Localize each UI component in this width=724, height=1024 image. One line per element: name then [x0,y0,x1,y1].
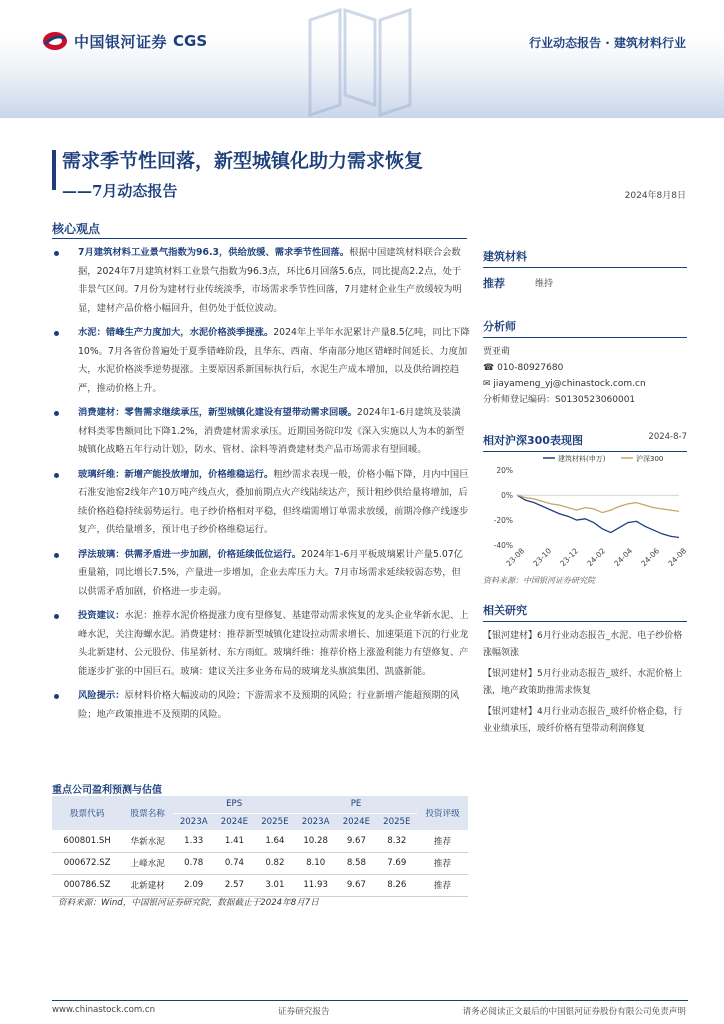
y-tick-label: 0% [501,491,513,501]
sub-header: 2023A [173,813,214,830]
table-cell: 0.82 [255,852,295,874]
title-accent-bar [52,150,56,190]
table-row [52,830,468,852]
table-cell: 7.69 [377,852,417,874]
sub-header: 2024E [336,813,376,830]
paragraph [52,244,470,318]
analyst-phone-row [483,360,687,376]
table-cell: 8.32 [377,830,417,852]
table-cell: 华新水泥 [122,830,173,852]
related-item[interactable]: 【银河建材】6月行业动态报告_水泥、电子纱价格涨幅领涨 [483,631,683,658]
table-row [52,852,468,874]
paragraph [52,466,470,540]
paragraph-body: 2024年1-6月平板玻璃累计产量5.07亿重量箱，同比增长7.5%，产量进一步增加，企业去库压力大。7月市场需求延续较弱态势，但以供需矛盾加剧，价格进一步走弱。 [78,548,463,597]
table-cell: 10.28 [295,830,336,852]
paragraph [52,687,470,724]
table-cell: 9.67 [336,874,376,896]
table-cell: 9.67 [336,830,376,852]
sub-header: 2023A [295,813,336,830]
sidebar-industry [483,248,687,292]
bullet-icon [54,473,59,478]
divider [52,238,467,239]
table-cell: 8.58 [336,852,376,874]
x-tick-label: 23-12 [558,546,581,569]
table-cell: 000786.SZ [52,874,122,896]
paragraph-body: 2024年1-6月建筑及装潢材料类零售额同比下降1.2%，消费建材需求承压。近期国务院印发《深入实施以人为本的新型城镇化战略五年行动计划》，防水、管材、涂料等消费建材类产品市场需求有望回暖。 [78,407,465,455]
analyst-email[interactable]: jiayameng_yj@chinastock.com.cn [493,379,646,389]
footer-divider [52,1000,688,1001]
chart-date: 2024-8-7 [648,432,687,442]
chart-svg [483,450,687,585]
table-cell: 1.33 [173,830,214,852]
report-date: 2024年8月8日 [624,191,686,201]
related-heading: 相关研究 [483,602,687,622]
paragraph [52,404,470,460]
analyst-phone: 010-80927680 [497,363,564,373]
analyst-email-row [483,376,687,392]
brand-name-en: CGS [173,32,208,50]
sidebar-related [483,602,687,738]
paragraph-body: 原材料价格大幅波动的风险；下游需求不及预期的风险；行业新增产能超预期的风险；地产政策推进不及预期的风险。 [78,690,460,720]
table-cell: 2.57 [214,874,254,896]
header-banner [0,0,724,118]
paragraph-lead: 7月建筑材料工业景气指数为96.3，供给放缓、需求季节性回落。 [78,247,350,258]
legend-label: 建筑材料(申万) [558,455,606,463]
table-cell: 2.09 [173,874,214,896]
analyst-name: 贾亚萌 [483,347,511,357]
cgs-watermark-logo [300,5,420,117]
x-tick-label: 24-08 [666,546,687,569]
table-cell: 北新建材 [122,874,173,896]
bullet-icon [54,694,59,699]
col-header-pe: PE [295,796,417,813]
y-tick-label: -40% [493,541,513,550]
report-title: 需求季节性回落，新型城镇化助力需求恢复 [62,150,424,172]
paragraph-lead: 风险提示： [78,690,125,701]
rating-row [483,276,687,292]
table-cell: 8.26 [377,874,417,896]
table-cell: 0.74 [214,852,254,874]
col-header-name: 股票名称 [122,796,173,830]
table-cell: 000672.SZ [52,852,122,874]
table-cell: 11.93 [295,874,336,896]
table-cell: 3.01 [255,874,295,896]
bullet-icon [54,331,59,336]
col-header-code: 股票代码 [52,796,122,830]
footer-website[interactable]: www.chinastock.com.cn [52,1005,156,1015]
x-tick-label: 24-02 [585,546,608,569]
table-title: 重点公司盈利预测与估值 [52,785,162,796]
report-subtitle: ——7月动态报告 [62,182,178,200]
table-row [52,874,468,896]
report-type: 行业动态报告 · 建筑材料行业 [529,36,686,50]
table-cell: 推荐 [417,874,468,896]
rating-label: 推荐 [483,277,505,290]
paragraph-body: 水泥：推荐水泥价格提涨力度有望修复、基建带动需求恢复的龙头企业华新水泥、上峰水泥，关注海螺水泥。消费建材：推荐新型城镇化建设拉动需求增长、加速渠道下沉的行业龙头北新建材、公元股份、伟星新材、东方雨虹。玻璃纤维：推荐价格上涨盈利能力有望修复、产能逐步扩张的中国巨石。玻璃：建议关注多业务布局的玻璃龙头旗滨集团、凯盛新能。 [78,610,469,677]
chart-heading-row [483,432,687,452]
core-views [52,244,470,730]
core-views-heading: 核心观点 [52,222,101,236]
related-item[interactable]: 【银河建材】4月行业动态报告_玻纤价格企稳，行业业绩承压，玻纤价格有望带动利润修复 [483,707,683,734]
chart-heading: 相对沪深300表现图 [483,434,583,447]
related-item[interactable]: 【银河建材】5月行业动态报告_玻纤、水泥价格上涨，地产政策助推需求恢复 [483,669,683,696]
brand-logo [42,30,207,52]
col-header-eps: EPS [173,796,295,813]
x-tick-label: 24-06 [639,546,662,569]
rating-value: 维持 [535,279,554,289]
paragraph-lead: 浮法玻璃：供需矛盾进一步加剧，价格延续低位运行。 [78,548,302,560]
chart-header [483,432,687,452]
paragraph-body: 粗纱需求表现一般，价格小幅下降，月内中国巨石淮安池窑2线年产10万吨产线点火，叠加前期点火产线陆续达产，预计粗纱供给量将增加，后续价格趋稳持续弱势运行。电子纱价格相对平稳，但终端需增订单需求放缓，前期冷修产线逐步复产，供给量增多，预计电子纱价格维稳运行。 [78,468,469,535]
valuation-table [52,796,468,897]
table-cell: 1.41 [214,830,254,852]
paragraph [52,607,470,681]
x-tick-label: 23-10 [531,546,554,569]
x-tick-label: 23-08 [504,546,527,569]
bullet-icon [54,614,59,619]
x-tick-label: 24-04 [612,546,635,569]
relative-performance-chart [483,450,687,585]
table-source-note: 资料来源：Wind，中国银河证券研究院，数据截止于2024年8月7日 [58,898,319,908]
sub-header: 2025E [377,813,417,830]
footer-center: 证券研究报告 [278,1007,330,1017]
analyst-heading: 分析师 [483,318,687,338]
paragraph-body: 2024年上半年水泥累计产量8.5亿吨，同比下降10%。7月各省份普遍处于夏季错峰阶段，且华东、西南、华南部分地区错峰时间延长、力度加大，水泥价格淡季逆势提涨。主要原因系新国标执行后，水泥生产成本增加，以及供给调控趋严，推动价格上升。 [78,327,470,394]
phone-icon: ☎ [483,363,498,373]
table-cell: 0.78 [173,852,214,874]
y-tick-label: -20% [493,516,513,526]
brand-name-cn: 中国银河证券 [74,32,168,51]
table-cell: 8.10 [295,852,336,874]
paragraph-lead: 消费建材：零售需求继续承压，新型城镇化建设有望带动需求回暖。 [78,407,357,418]
table-cell: 600801.SH [52,830,122,852]
bullet-icon [54,411,59,416]
footer-disclaimer: 请务必阅读正文最后的中国银河证券股份有限公司免责声明 [462,1007,686,1017]
analyst-reg: 分析师登记编码：S0130523060001 [483,395,636,405]
sidebar-analyst [483,318,687,408]
paragraph [52,324,470,398]
paragraph [52,546,470,602]
table-cell: 上峰水泥 [122,852,173,874]
series-line-1 [517,495,679,512]
paragraph-lead: 玻璃纤维：新增产能投放增加，价格维稳运行。 [78,468,274,480]
chart-source: 资料来源：中国银河证券研究院 [483,576,595,585]
paragraph-lead: 投资建议： [78,610,125,621]
table-cell: 推荐 [417,852,468,874]
industry-heading: 建筑材料 [483,248,687,268]
paragraph-lead: 水泥：错峰生产力度加大，水泥价格淡季提涨。 [78,327,274,338]
bullet-icon [54,251,59,256]
sub-header: 2025E [255,813,295,830]
table-cell: 推荐 [417,830,468,852]
legend-label: 沪深300 [636,455,664,463]
col-header-rating: 投资评级 [417,796,468,830]
galaxy-logo-icon [42,30,68,52]
sub-header: 2024E [214,813,254,830]
bullet-icon [54,553,59,558]
email-icon: ✉ [483,379,494,389]
y-tick-label: 20% [496,466,513,476]
paragraph-body: 根据中国建筑材料联合会数据，2024年7月建筑材料工业景气指数为96.3点，环比6月回落5.6点，同比提高2.2点，处于非景气区间。7月份为建材行业传统淡季，市场需求季节性回落，7月建材企业生产放缓较为明显，建材产品价格小幅回升，但仍处于低位波动。 [78,247,462,314]
table-cell: 1.64 [255,830,295,852]
